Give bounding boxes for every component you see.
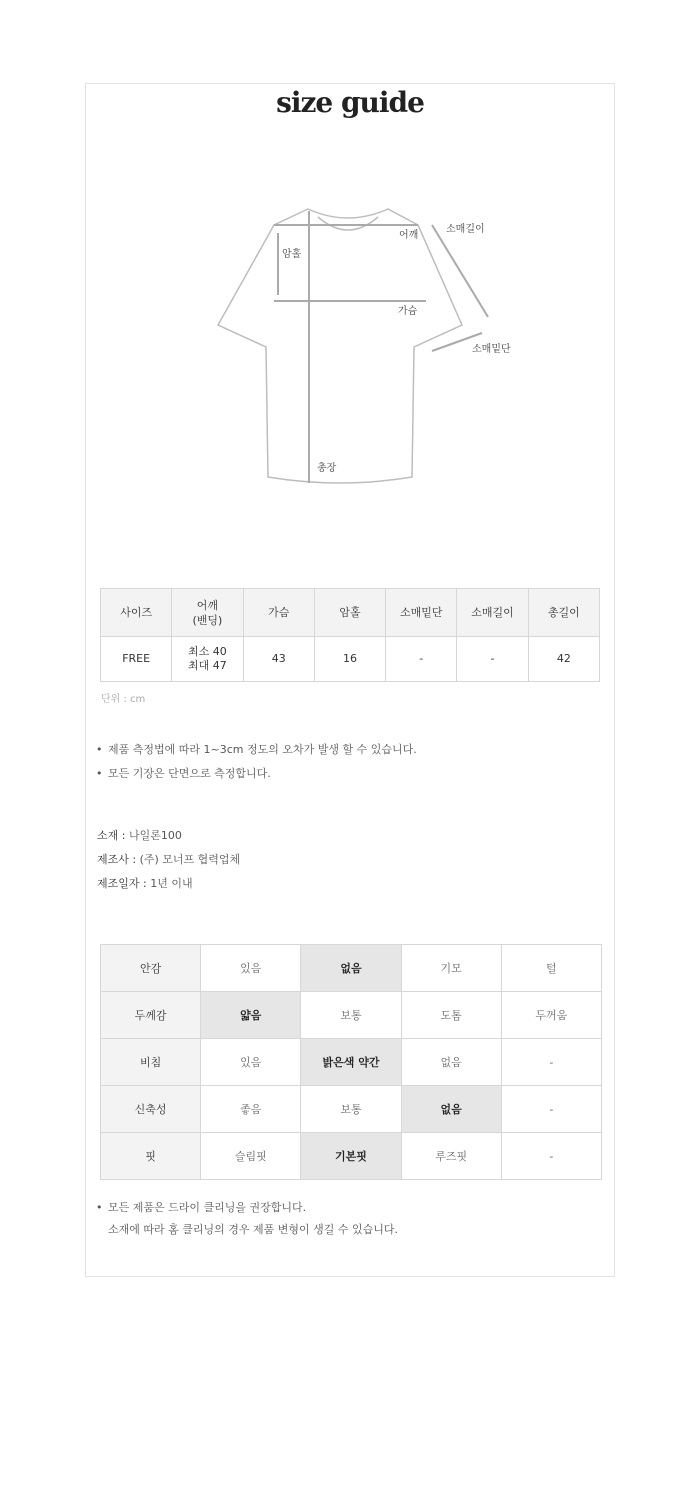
header-armhole: 암홀 [314,589,385,637]
label-shoulder: 어깨 [399,230,419,241]
info-maker [97,852,240,876]
note-item [96,742,417,766]
note-text: 모든 기장은 단면으로 측정합니다. [108,767,271,780]
material-key: 소재 : [97,829,126,842]
attribute-option: 두꺼움 [501,992,601,1039]
attribute-option-selected: 없음 [301,945,401,992]
bullet: • [96,767,103,780]
attribute-option: 보통 [301,992,401,1039]
cell-armhole: 16 [314,637,385,682]
size-table-header [101,589,600,637]
cell-total-length: 42 [528,637,599,682]
attribute-option: 없음 [401,1039,501,1086]
attribute-row [101,992,602,1039]
attribute-option: 좋음 [201,1086,301,1133]
product-info [97,828,240,900]
header-size: 사이즈 [101,589,172,637]
note-item [96,766,417,790]
attribute-option: 슬림핏 [201,1133,301,1180]
label-sleeve-hem: 소매밑단 [472,344,511,355]
attribute-table [100,944,602,1180]
tshirt-collar [318,217,378,230]
page-title: size guide [276,86,424,119]
cell-shoulder [172,637,243,682]
attribute-row [101,1133,602,1180]
info-date [97,876,240,900]
attribute-option: 보통 [301,1086,401,1133]
attribute-option-selected: 밝은색 약간 [301,1039,401,1086]
unit-note: 단위 : cm [101,694,146,705]
attribute-name: 핏 [101,1133,201,1180]
attribute-name: 안감 [101,945,201,992]
attribute-name: 신축성 [101,1086,201,1133]
cell-sleeve-hem: - [386,637,457,682]
attribute-option: - [501,1086,601,1133]
label-chest: 가슴 [398,306,418,317]
label-sleeve-length: 소매길이 [446,224,485,235]
tshirt-diagram [200,195,520,505]
header-shoulder-note: (밴딩) [192,613,223,627]
maker-value: (주) 모너프 협력업체 [136,853,241,866]
care-text: 모든 제품은 드라이 클리닝을 권장합니다. [108,1201,307,1214]
maker-key: 제조사 : [97,853,137,866]
bullet: • [96,1201,103,1214]
note-text: 제품 측정법에 따라 1~3cm 정도의 오차가 발생 할 수 있습니다. [108,743,417,756]
cell-shoulder-max: 최대 47 [188,659,227,672]
attribute-row [101,1039,602,1086]
header-total-length: 총길이 [528,589,599,637]
attribute-option-selected: 없음 [401,1086,501,1133]
cell-sleeve-length: - [457,637,528,682]
bullet: • [96,743,103,756]
attribute-option: 기모 [401,945,501,992]
attribute-option: 털 [501,945,601,992]
info-material [97,828,240,852]
date-value: 1년 이내 [146,877,193,890]
attribute-option: - [501,1039,601,1086]
header-sleeve-hem: 소매밑단 [386,589,457,637]
cell-chest: 43 [243,637,314,682]
attribute-option: 도톰 [401,992,501,1039]
attribute-row [101,1086,602,1133]
label-total-length: 총장 [317,463,337,474]
header-chest: 가슴 [243,589,314,637]
care-notes [96,1200,398,1244]
attribute-option: 루즈핏 [401,1133,501,1180]
attribute-option: - [501,1133,601,1180]
attribute-option: 있음 [201,1039,301,1086]
header-sleeve-length: 소매길이 [457,589,528,637]
attribute-name: 두께감 [101,992,201,1039]
sleeve-length-line [432,225,488,317]
label-armhole: 암홀 [282,249,302,260]
header-shoulder-label: 어깨 [196,598,219,612]
material-value: 나일론100 [125,829,182,842]
attribute-name: 비침 [101,1039,201,1086]
tshirt-outline [218,209,462,483]
cell-shoulder-min: 최소 40 [188,645,227,658]
attribute-option: 있음 [201,945,301,992]
care-line [96,1200,398,1222]
measurement-notes [96,742,417,790]
date-key: 제조일자 : [97,877,147,890]
attribute-row [101,945,602,992]
care-line: 소재에 따라 홈 클리닝의 경우 제품 변형이 생길 수 있습니다. [108,1223,398,1236]
attribute-option-selected: 얇음 [201,992,301,1039]
cell-size: FREE [101,637,172,682]
header-shoulder [172,589,243,637]
size-table [100,588,600,682]
attribute-option-selected: 기본핏 [301,1133,401,1180]
size-table-row [101,637,600,682]
